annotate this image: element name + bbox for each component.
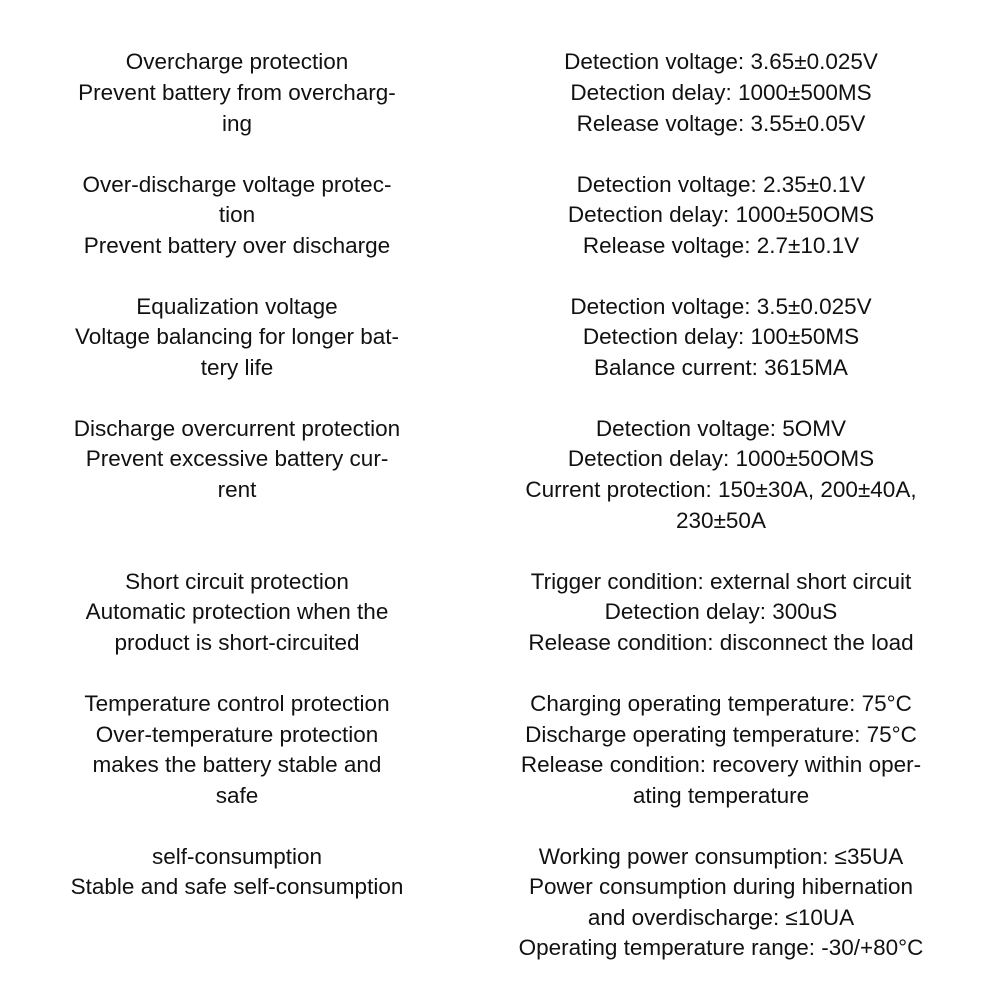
spec-line: Balance current: 3615MA (594, 355, 848, 380)
spec-line: Detection voltage: 5OMV (595, 416, 847, 441)
spec-line: Working power consumption: ≤35UA (538, 844, 904, 869)
spec-line: Detection voltage: 3.65±0.025V (564, 49, 878, 74)
feature-title-self-consumption: self-consumption (151, 844, 323, 869)
spec-line: ating temperature (632, 783, 810, 808)
feature-description-line: Over-temperature protection (95, 722, 379, 747)
feature-description-line: tery life (200, 355, 274, 380)
spec-line: Charging operating temperature: 75°C (530, 691, 912, 716)
spec-line: Detection delay: 1000±50OMS (567, 446, 875, 471)
feature-title-temperature-control: Temperature control protection (84, 691, 390, 716)
feature-title-over-discharge: Over-discharge voltage protec- (82, 172, 392, 197)
feature-title-discharge-overcurrent: Discharge overcurrent protection (73, 416, 401, 441)
spec-line: Detection delay: 1000±50OMS (567, 202, 875, 227)
spec-line: Release condition: recovery within oper- (520, 752, 922, 777)
feature-title-equalization: Equalization voltage (136, 294, 338, 319)
spec-line: Discharge operating temperature: 75°C (525, 722, 917, 747)
feature-description-line: rent (217, 477, 257, 502)
spec-line: Detection delay: 300uS (604, 599, 838, 624)
spec-line: Release condition: disconnect the load (528, 630, 914, 655)
feature-description-line: safe (215, 783, 259, 808)
feature-description-line: Prevent battery over discharge (83, 233, 391, 258)
feature-description-line: product is short-circuited (114, 630, 360, 655)
spec-line: Power consumption during hibernation (529, 874, 913, 899)
spec-line: Detection voltage: 2.35±0.1V (576, 172, 866, 197)
feature-description-line: ing (221, 111, 253, 136)
feature-description-line: Stable and safe self-consumption (70, 874, 404, 899)
spec-line: 230±50A (676, 508, 766, 533)
spec-line: Operating temperature range: -30/+80°C (518, 935, 924, 960)
spec-line: Release voltage: 2.7±10.1V (582, 233, 860, 258)
feature-description-line: Prevent excessive battery cur- (85, 446, 389, 471)
feature-title-overcharge: Overcharge protection (125, 49, 349, 74)
spec-line: Trigger condition: external short circuit (530, 569, 912, 594)
spec-line: Release voltage: 3.55±0.05V (576, 111, 866, 136)
feature-description-line: Voltage balancing for longer bat- (75, 324, 399, 349)
spec-line: Detection delay: 1000±500MS (570, 80, 872, 105)
spec-line: Detection voltage: 3.5±0.025V (570, 294, 872, 319)
feature-description-line: Automatic protection when the (85, 599, 389, 624)
spec-line: Detection delay: 100±50MS (582, 324, 860, 349)
feature-description-line: makes the battery stable and (92, 752, 382, 777)
spec-line: Current protection: 150±30A, 200±40A, (525, 477, 917, 502)
feature-description-line: Prevent battery from overcharg- (78, 80, 396, 105)
feature-title-line: tion (218, 202, 256, 227)
feature-title-short-circuit: Short circuit protection (125, 569, 349, 594)
spec-line: and overdischarge: ≤10UA (587, 905, 855, 930)
